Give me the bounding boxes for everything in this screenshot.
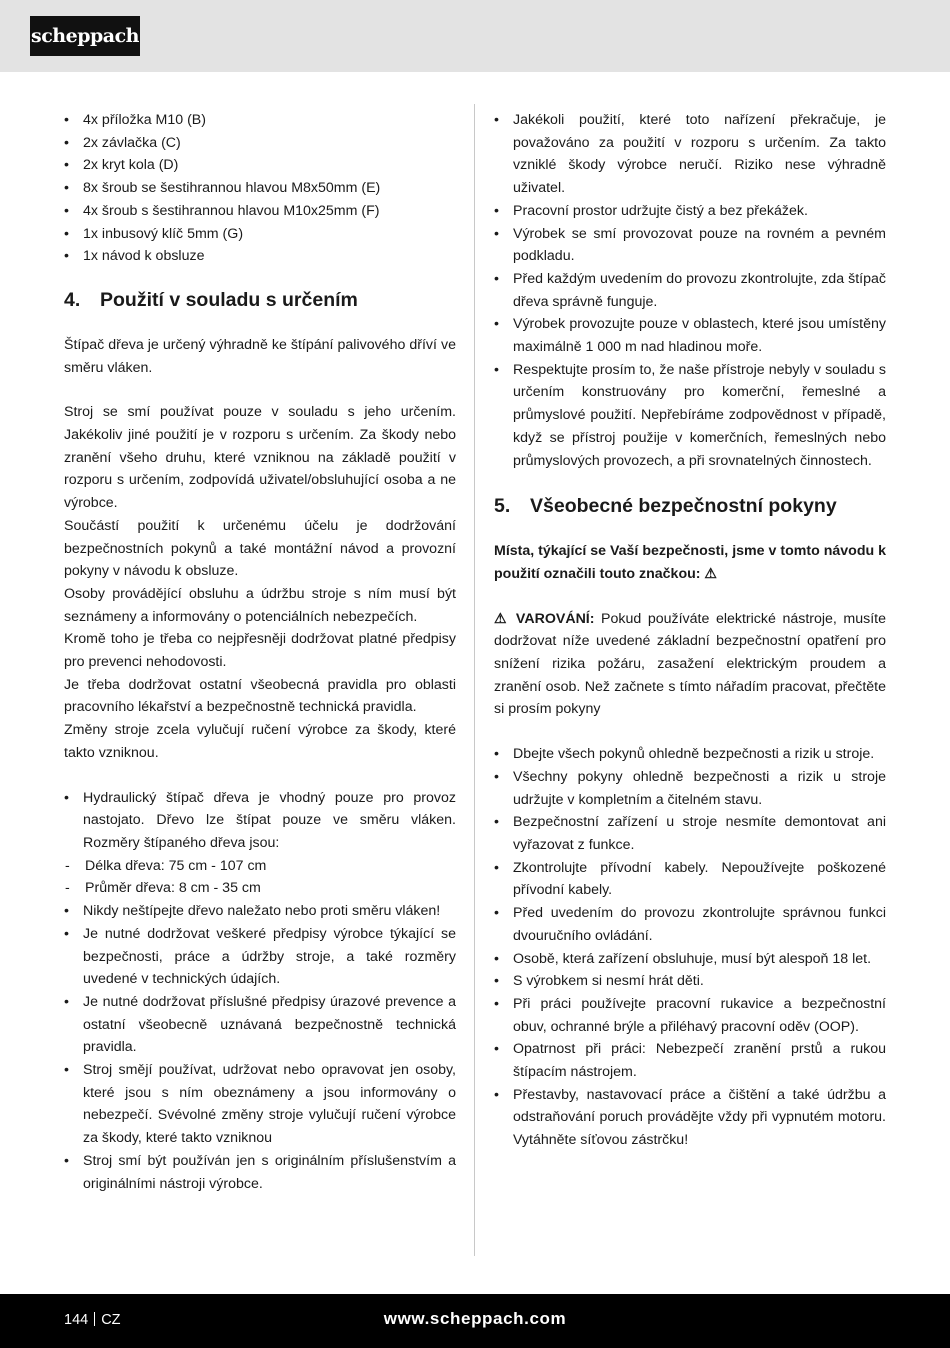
list-item: • Osobě, která zařízení obsluhuje, musí být alespoň 18 let. xyxy=(494,948,886,971)
dimension-item: - Délka dřeva: 75 cm - 107 cm xyxy=(64,855,456,878)
list-item: • Při práci používejte pracovní rukavice a bezpečnostní obuv, ochranné brýle a přiléhavý pracovní oděv (OOP). xyxy=(494,993,886,1038)
usage-list xyxy=(64,787,456,1196)
list-item: • 2x závlačka (C) xyxy=(64,132,456,155)
list-item: • 1x návod k obsluze xyxy=(64,245,456,268)
section-number: 5. xyxy=(494,495,511,518)
paragraph: Štípač dřeva je určený výhradně ke štípání palivového dříví ve směru vláken. xyxy=(64,336,456,376)
list-item: • Stroj smějí používat, udržovat nebo opravovat jen osoby, které jsou s ním obeznámeny a jsou informovány o nebezpečí. Svévolné změny stroje vylučují ručení výrobce za škody, které takto vzniknou xyxy=(64,1059,456,1150)
list-item: • S výrobkem si nesmí hrát děti. xyxy=(494,970,886,993)
website-link[interactable]: www.scheppach.com xyxy=(383,1309,567,1328)
list-item: • Přestavby, nastavovací práce a čištění a také údržbu a odstraňování poruch provádějte vždy při vypnutém motoru. Vytáhněte síťovou zástrčku! xyxy=(494,1084,886,1152)
list-item: • 4x šroub s šestihrannou hlavou M10x25mm (F) xyxy=(64,200,456,223)
warning-paragraph xyxy=(494,608,886,722)
section-title: Všeobecné bezpečnostní pokyny xyxy=(530,495,837,518)
list-item xyxy=(64,787,456,901)
list-item: • Zkontrolujte přívodní kabely. Nepoužívejte poškozené přívodní kabely. xyxy=(494,857,886,902)
paragraph: Osoby provádějící obsluhu a údržbu stroje s ním musí být seznámeny a informovány o potenciálních nebezpečích. xyxy=(64,585,456,625)
list-item: • 8x šroub se šestihrannou hlavou M8x50mm (E) xyxy=(64,177,456,200)
parts-list xyxy=(64,109,456,268)
list-item: • 4x příložka M10 (B) xyxy=(64,109,456,132)
list-item: • Před každým uvedením do provozu zkontrolujte, zda štípač dřeva správně funguje. xyxy=(494,268,886,313)
list-item: • Jakékoli použití, které toto nařízení překračuje, je považováno za použití v rozporu s určením. Za takto vzniklé škody výrobce neručí. Riziko nese výhradně uživatel. xyxy=(494,109,886,200)
paragraph: Změny stroje zcela vylučují ručení výrobce za škody, které takto vzniknou. xyxy=(64,722,456,761)
left-column xyxy=(64,109,456,1195)
list-item: • Všechny pokyny ohledně bezpečnosti a rizik u stroje udržujte v kompletním a čitelném stavu. xyxy=(494,766,886,811)
section-4-heading xyxy=(64,286,456,314)
list-item: • Je nutné dodržovat veškeré předpisy výrobce týkající se bezpečnosti, práce a údržby stroje, a také rozměry uvedené v technických údajích. xyxy=(64,923,456,991)
scheppach-logo xyxy=(30,16,140,56)
safety-list xyxy=(494,743,886,1152)
list-item: • Před uvedením do provozu zkontrolujte správnou funkci dvouručního ovládání. xyxy=(494,902,886,947)
column-divider xyxy=(474,104,475,1256)
list-item-text: Hydraulický štípač dřeva je vhodný pouze pro provoz nastojato. Dřevo lze štípat pouze ve směru vláken. Rozměry štípaného dřeva jsou: xyxy=(83,789,456,851)
logo-text: scheppach xyxy=(31,25,139,47)
section-number: 4. xyxy=(64,288,81,311)
list-item: • 1x inbusový klíč 5mm (G) xyxy=(64,223,456,246)
warning-label: ⚠ VAROVÁNÍ: xyxy=(494,610,595,627)
list-item: • Stroj smí být používán jen s originálním příslušenstvím a originálními nástroji výrobce. xyxy=(64,1150,456,1195)
paragraph: Stroj se smí používat pouze v souladu s jeho určením. Jakékoliv jiné použití je v rozporu s určením. Za škody nebo zranění všeho druhu, které vzniknou na základě použití v rozporu s určením, zodpovídá uživatel/obsluhující osoba a ne výrobce. xyxy=(64,404,456,512)
list-item: • Je nutné dodržovat příslušné předpisy úrazové prevence a ostatní všeobecně uznávaná bezpečnostně technická pravidla. xyxy=(64,991,456,1059)
list-item: • Respektujte prosím to, že naše přístroje nebyly v souladu s určením konstruovány pro komerční, řemeslné a průmyslové použití. Nepřebíráme zodpovědnost v případě, když se přístroj použije v komerčních, řemeslných nebo průmyslových provozech, a při srovnatelných činnostech. xyxy=(494,359,886,473)
list-item: • Bezpečnostní zařízení u stroje nesmíte demontovat ani vyřazovat z funkce. xyxy=(494,811,886,856)
section-5-heading xyxy=(494,492,886,520)
right-column xyxy=(494,109,886,1152)
list-item: • Nikdy neštípejte dřevo naležato nebo proti směru vláken! xyxy=(64,900,456,923)
paragraph: Kromě toho je třeba co nejpřesněji dodržovat platné předpisy pro prevenci nehodovosti. xyxy=(64,631,456,671)
paragraph: Součástí použití k určenému účelu je dodržování bezpečnostních pokynů a také montážní návod a provozní pokyny v návodu k obsluze. xyxy=(64,517,456,580)
language-code: CZ xyxy=(101,1312,121,1328)
warning-text: Pokud používáte elektrické nástroje, musíte dodržovat níže uvedené základní bezpečnostní opatření pro snížení rizika požáru, zasažení elektrickým proudem a zranění osob. Než začnete s tímto nářadím pracovat, přečtěte si prosím pokyny xyxy=(494,610,887,718)
page-header xyxy=(0,0,950,72)
section-title: Použití v souladu s určením xyxy=(100,288,358,311)
list-item: • Výrobek se smí provozovat pouze na rovném a pevném podkladu. xyxy=(494,223,886,268)
paragraph: Je třeba dodržovat ostatní všeobecná pravidla pro oblasti pracovního lékařství a bezpečnostně technická pravidla. xyxy=(64,676,456,716)
list-item: • Pracovní prostor udržujte čistý a bez překážek. xyxy=(494,200,886,223)
safety-intro: Místa, týkající se Vaší bezpečnosti, jsme v tomto návodu k použití označili touto značkou: ⚠ xyxy=(494,543,886,582)
dimension-list xyxy=(64,855,456,900)
list-item: • Dbejte všech pokynů ohledně bezpečnosti a rizik u stroje. xyxy=(494,743,886,766)
list-item: • Opatrnost při práci: Nebezpečí zranění prstů a rukou štípacím nástrojem. xyxy=(494,1038,886,1083)
list-item: • 2x kryt kola (D) xyxy=(64,154,456,177)
list-item: • Výrobek provozujte pouze v oblastech, které jsou umístěny maximálně 1 000 m nad hladinou moře. xyxy=(494,313,886,358)
usage-list-continued xyxy=(494,109,886,472)
page-number: 144 xyxy=(64,1312,89,1328)
dimension-item: - Průměr dřeva: 8 cm - 35 cm xyxy=(64,877,456,900)
page-footer xyxy=(0,1294,950,1348)
